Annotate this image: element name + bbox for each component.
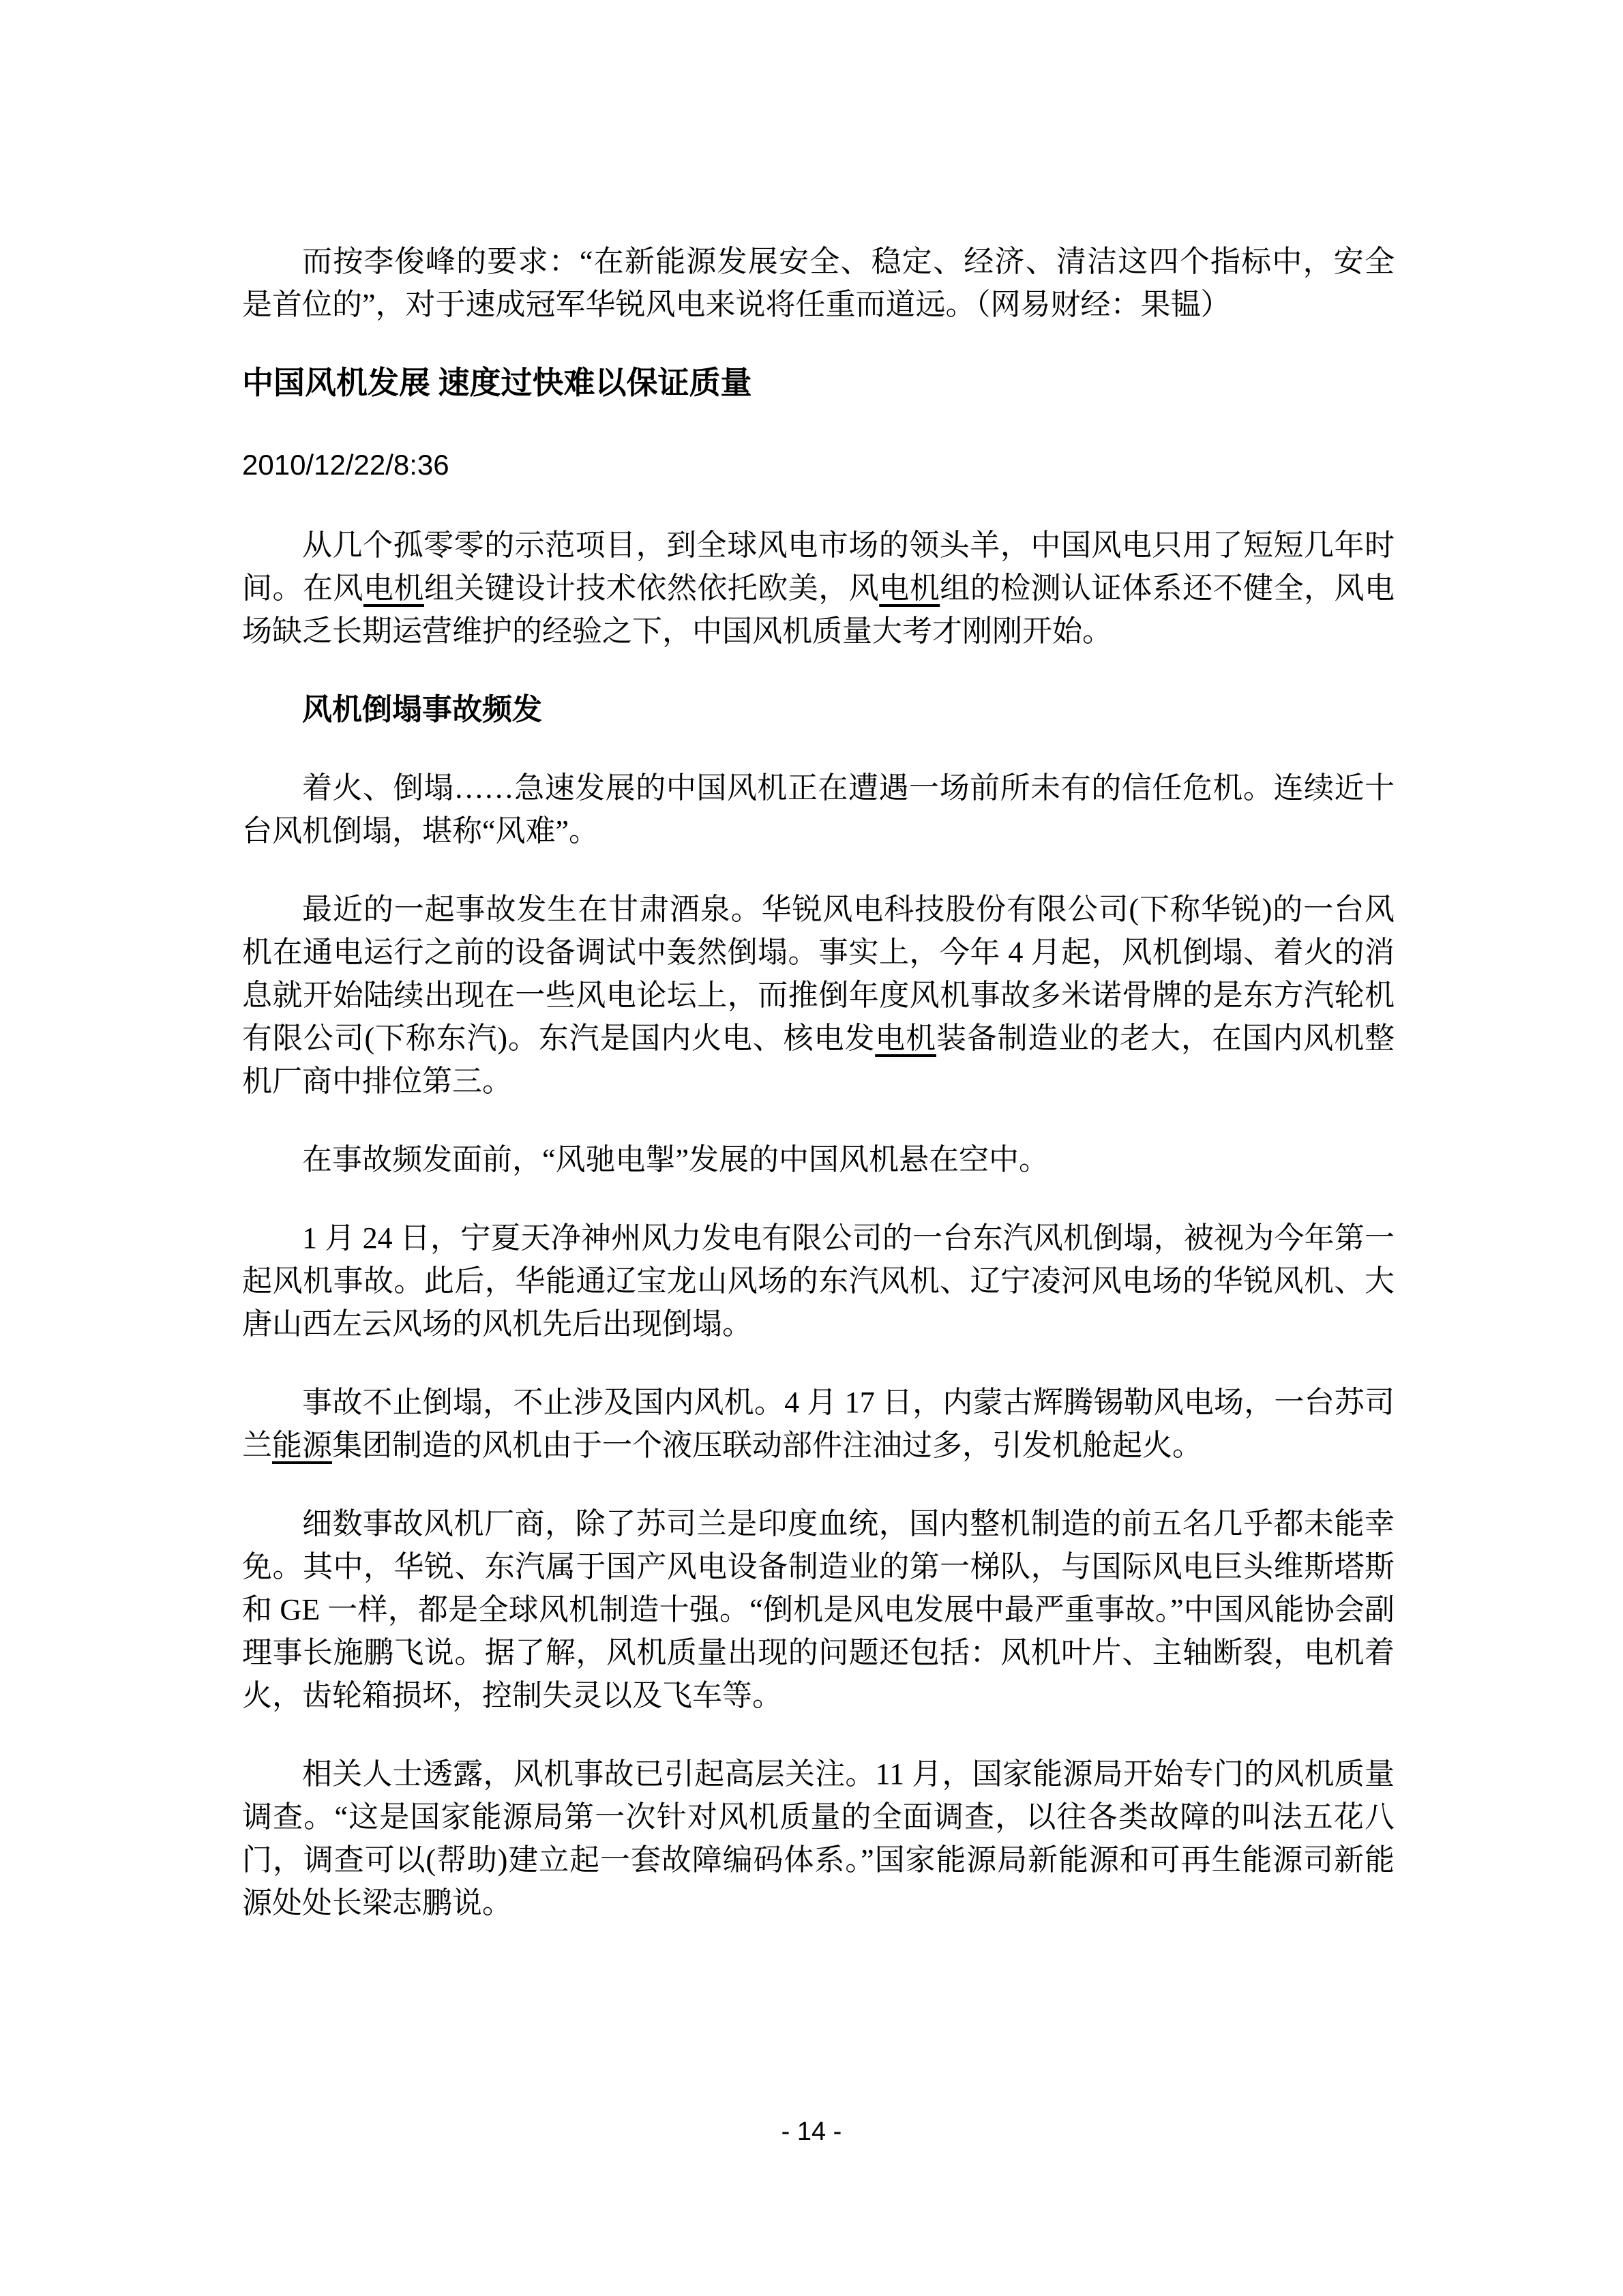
text-run: 组的检测认证体系还不健全，风电场缺乏长期运营维护的经验之下，中国风机质量大考才刚刚开始。 bbox=[242, 571, 1395, 648]
text-run: 在事故频发面前，“风驰电掣”发展的中国风机悬在空中。 bbox=[302, 1143, 1049, 1176]
article-paragraph-3 bbox=[242, 1138, 1395, 1181]
page-number-footer: - 14 - bbox=[781, 2117, 842, 2146]
article-paragraph-5 bbox=[242, 1381, 1395, 1467]
text-run: 1 月 24 日，宁夏天净神州风力发电有限公司的一台东汽风机倒塌，被视为今年第一起风机事故。此后，华能通辽宝龙山风场的东汽风机、辽宁凌河风电场的华锐风机、大唐山西左云风场的风机先后出现倒塌。 bbox=[242, 1221, 1395, 1341]
underlined-term: 电机 bbox=[363, 571, 424, 605]
text-run: 组关键设计技术依然依托欧美，风 bbox=[423, 571, 880, 605]
text-run: 而按李俊峰的要求：“在新能源发展安全、稳定、经济、清洁这四个指标中，安全是首位的”，对于速成冠军华锐风电来说将任重而道远。（网易财经：果韫） bbox=[242, 245, 1395, 321]
article-paragraph-1 bbox=[242, 766, 1395, 852]
section-heading: 风机倒塌事故频发 bbox=[302, 693, 542, 726]
underlined-term: 电机 bbox=[875, 1022, 936, 1055]
text-run: 细数事故风机厂商，除了苏司兰是印度血统，国内整机制造的前五名几乎都未能幸免。其中，华锐、东汽属于国产风电设备制造业的第一梯队，与国际风电巨头维斯塔斯和 GE 一样，都是全球风机制造十强。“倒机是风电发展中最严重事故。”中国风能协会副理事长施鹏飞说。据了解，风机质量出现的问题还包括：风机叶片、主轴断裂，电机着火，齿轮箱损坏，控制失灵以及飞车等。 bbox=[242, 1507, 1395, 1712]
article-paragraph-7 bbox=[242, 1753, 1395, 1924]
previous-article-closing-paragraph bbox=[242, 240, 1395, 326]
article-paragraph-2 bbox=[242, 888, 1395, 1103]
article-title: 中国风机发展 速度过快难以保证质量 bbox=[242, 366, 752, 400]
article-datetime: 2010/12/22/8:36 bbox=[242, 449, 449, 481]
text-run: 事故不止倒塌，不止涉及国内风机。4 月 17 日，内蒙古辉腾锡勒风电场，一台苏司兰 bbox=[242, 1386, 1395, 1462]
page-content bbox=[242, 240, 1395, 1960]
text-run: 从几个孤零零的示范项目，到全球风电市场的领头羊，中国风电只用了短短几年时间。在风 bbox=[242, 528, 1395, 605]
text-run: 集团制造的风机由于一个液压联动部件注油过多，引发机舱起火。 bbox=[332, 1429, 1202, 1462]
text-run: 装备制造业的老大，在国内风机整机厂商中排位第三。 bbox=[242, 1022, 1395, 1098]
article-paragraph-4 bbox=[242, 1217, 1395, 1345]
text-run: 相关人士透露，风机事故已引起高层关注。11 月，国家能源局开始专门的风机质量调查。“这是国家能源局第一次针对风机质量的全面调查，以往各类故障的叫法五花八门，调查可以(帮助)建立起一套故障编码体系。”国家能源局新能源和可再生能源司新能源处处长梁志鹏说。 bbox=[242, 1757, 1395, 1920]
article-paragraph-6 bbox=[242, 1502, 1395, 1717]
text-run: 最近的一起事故发生在甘肃酒泉。华锐风电科技股份有限公司(下称华锐)的一台风机在通电运行之前的设备调试中轰然倒塌。事实上，今年 4 月起，风机倒塌、着火的消息就开始陆续出现在一些风电论坛上，而推倒年度风机事故多米诺骨牌的是东方汽轮机有限公司(下称东汽)。东汽是国内火电、核电发 bbox=[242, 893, 1395, 1055]
text-run: 着火、倒塌……急速发展的中国风机正在遭遇一场前所未有的信任危机。连续近十台风机倒塌，堪称“风难”。 bbox=[242, 771, 1395, 848]
underlined-term: 能源 bbox=[272, 1429, 332, 1462]
underlined-term: 电机 bbox=[879, 571, 940, 605]
article-lead-paragraph bbox=[242, 524, 1395, 653]
